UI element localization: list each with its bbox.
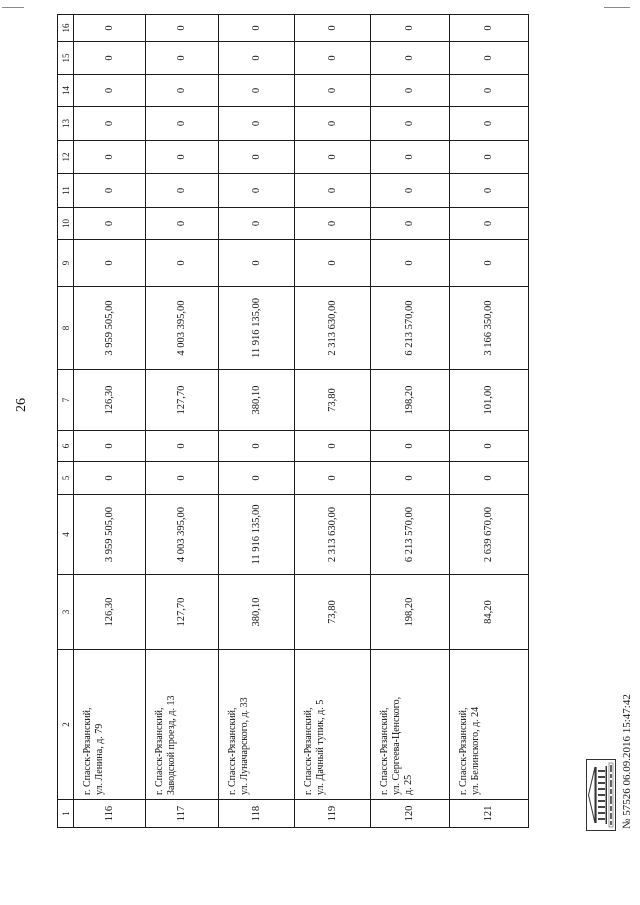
cell-col-6: 0 [450,431,529,462]
cell-col-8: 4 003 395,00 [146,287,219,370]
cell-col-14: 0 [371,75,450,107]
cell-col-13: 0 [146,107,219,141]
column-header-12: 12 [58,141,74,174]
address-cell [295,650,371,800]
cell-col-3: 126,30 [74,575,146,650]
column-header-9: 9 [58,240,74,287]
cell-col-3: 198,20 [371,575,450,650]
row-number-cell: 116 [74,800,146,828]
cell-col-5: 0 [450,462,529,495]
column-header-8: 8 [58,287,74,370]
cell-col-10: 0 [371,208,450,240]
cell-col-13: 0 [371,107,450,141]
column-header-1: 1 [58,800,74,828]
address-cell [450,650,529,800]
cell-col-3: 84,20 [450,575,529,650]
cell-col-3: 127,70 [146,575,219,650]
cell-col-5: 0 [146,462,219,495]
cell-col-11: 0 [450,174,529,208]
cell-col-14: 0 [146,75,219,107]
cell-col-6: 0 [146,431,219,462]
cell-col-9: 0 [219,240,295,287]
cell-col-6: 0 [219,431,295,462]
cell-col-4: 2 639 670,00 [450,495,529,575]
cell-col-4: 11 916 135,00 [219,495,295,575]
address-line: ул. Сергеева-Ценского, [391,696,402,795]
cell-col-10: 0 [219,208,295,240]
cell-col-13: 0 [74,107,146,141]
cell-col-16: 0 [450,15,529,42]
cell-col-14: 0 [219,75,295,107]
cell-col-5: 0 [219,462,295,495]
cell-col-4: 6 213 570,00 [371,495,450,575]
cell-col-3: 380,10 [219,575,295,650]
column-header-4: 4 [58,495,74,575]
cell-col-8: 6 213 570,00 [371,287,450,370]
address-line: г. Спасск-Рязанский, [458,707,469,795]
cell-col-12: 0 [450,141,529,174]
cell-col-7: 198,20 [371,370,450,431]
table-row [295,15,371,828]
table-row [74,15,146,828]
cell-col-14: 0 [295,75,371,107]
cell-col-4: 3 959 505,00 [74,495,146,575]
table-body [74,15,529,828]
cell-col-15: 0 [219,42,295,75]
column-header-16: 16 [58,15,74,42]
cell-col-3: 73,80 [295,575,371,650]
cell-col-13: 0 [219,107,295,141]
address-line: г. Спасск-Рязанский, [379,707,390,795]
table-header [58,15,74,828]
row-number-cell: 118 [219,800,295,828]
table-row [450,15,529,828]
cell-col-6: 0 [74,431,146,462]
cell-col-15: 0 [74,42,146,75]
address-line: ул. Луначарского, д. 33 [239,697,250,795]
cell-col-14: 0 [450,75,529,107]
address-line: д. 25 [403,774,414,795]
address-cell [219,650,295,800]
cell-col-8: 11 916 135,00 [219,287,295,370]
cell-col-9: 0 [146,240,219,287]
cell-col-13: 0 [450,107,529,141]
column-header-13: 13 [58,107,74,141]
column-header-15: 15 [58,42,74,75]
cell-col-4: 4 003 395,00 [146,495,219,575]
cell-col-11: 0 [371,174,450,208]
cell-col-7: 127,70 [146,370,219,431]
cell-col-5: 0 [295,462,371,495]
cell-col-15: 0 [371,42,450,75]
row-number-cell: 121 [450,800,529,828]
cell-col-11: 0 [219,174,295,208]
cell-col-16: 0 [371,15,450,42]
cell-col-5: 0 [74,462,146,495]
column-header-5: 5 [58,462,74,495]
address-line: г. Спасск-Рязанский, [154,707,165,795]
address-line: ул. Ленина, д. 79 [94,723,105,795]
cell-col-10: 0 [450,208,529,240]
cell-col-12: 0 [295,141,371,174]
column-header-3: 3 [58,575,74,650]
cell-col-9: 0 [74,240,146,287]
row-number-cell: 117 [146,800,219,828]
table-row [146,15,219,828]
registry-emblem-icon [586,759,616,831]
cell-col-11: 0 [146,174,219,208]
cell-col-6: 0 [295,431,371,462]
cell-col-12: 0 [146,141,219,174]
cell-col-6: 0 [371,431,450,462]
table-row [219,15,295,828]
register-table [57,14,529,828]
cell-col-7: 380,10 [219,370,295,431]
row-number-cell: 120 [371,800,450,828]
column-header-7: 7 [58,370,74,431]
column-header-11: 11 [58,174,74,208]
page-number: 26 [14,398,29,412]
cell-col-12: 0 [371,141,450,174]
cell-col-13: 0 [295,107,371,141]
cell-col-8: 3 959 505,00 [74,287,146,370]
cell-col-14: 0 [74,75,146,107]
column-header-6: 6 [58,431,74,462]
column-header-2: 2 [58,650,74,800]
cell-col-15: 0 [450,42,529,75]
address-line: г. Спасск-Рязанский, [82,707,93,795]
cell-col-5: 0 [371,462,450,495]
address-line: ул. Дачный тупик, д. 5 [315,699,326,795]
address-cell [74,650,146,800]
table-row [371,15,450,828]
cell-col-15: 0 [146,42,219,75]
cell-col-7: 101,00 [450,370,529,431]
cell-col-7: 126,30 [74,370,146,431]
cell-col-12: 0 [219,141,295,174]
address-line: ул. Белинского, д. 24 [470,706,481,795]
cell-col-4: 2 313 630,00 [295,495,371,575]
address-line: г. Спасск-Рязанский, [227,707,238,795]
cell-col-7: 73,80 [295,370,371,431]
cell-col-9: 0 [371,240,450,287]
cell-col-15: 0 [295,42,371,75]
column-header-10: 10 [58,208,74,240]
cell-col-16: 0 [219,15,295,42]
address-cell [371,650,450,800]
cell-col-10: 0 [295,208,371,240]
cell-col-16: 0 [74,15,146,42]
cell-col-10: 0 [146,208,219,240]
cell-col-9: 0 [295,240,371,287]
address-cell [146,650,219,800]
stamp-registration-text: № 57526 06.09.2016 15:47:42 [621,694,633,829]
cell-col-11: 0 [295,174,371,208]
row-number-cell: 119 [295,800,371,828]
cell-col-16: 0 [146,15,219,42]
column-number-row [58,15,74,828]
cell-col-16: 0 [295,15,371,42]
cell-col-8: 3 166 350,00 [450,287,529,370]
cell-col-8: 2 313 630,00 [295,287,371,370]
column-header-14: 14 [58,75,74,107]
cell-col-9: 0 [450,240,529,287]
cell-col-11: 0 [74,174,146,208]
address-line: Заводской проезд, д. 13 [166,695,177,795]
cell-col-12: 0 [74,141,146,174]
cell-col-10: 0 [74,208,146,240]
address-line: г. Спасск-Рязанский, [303,707,314,795]
